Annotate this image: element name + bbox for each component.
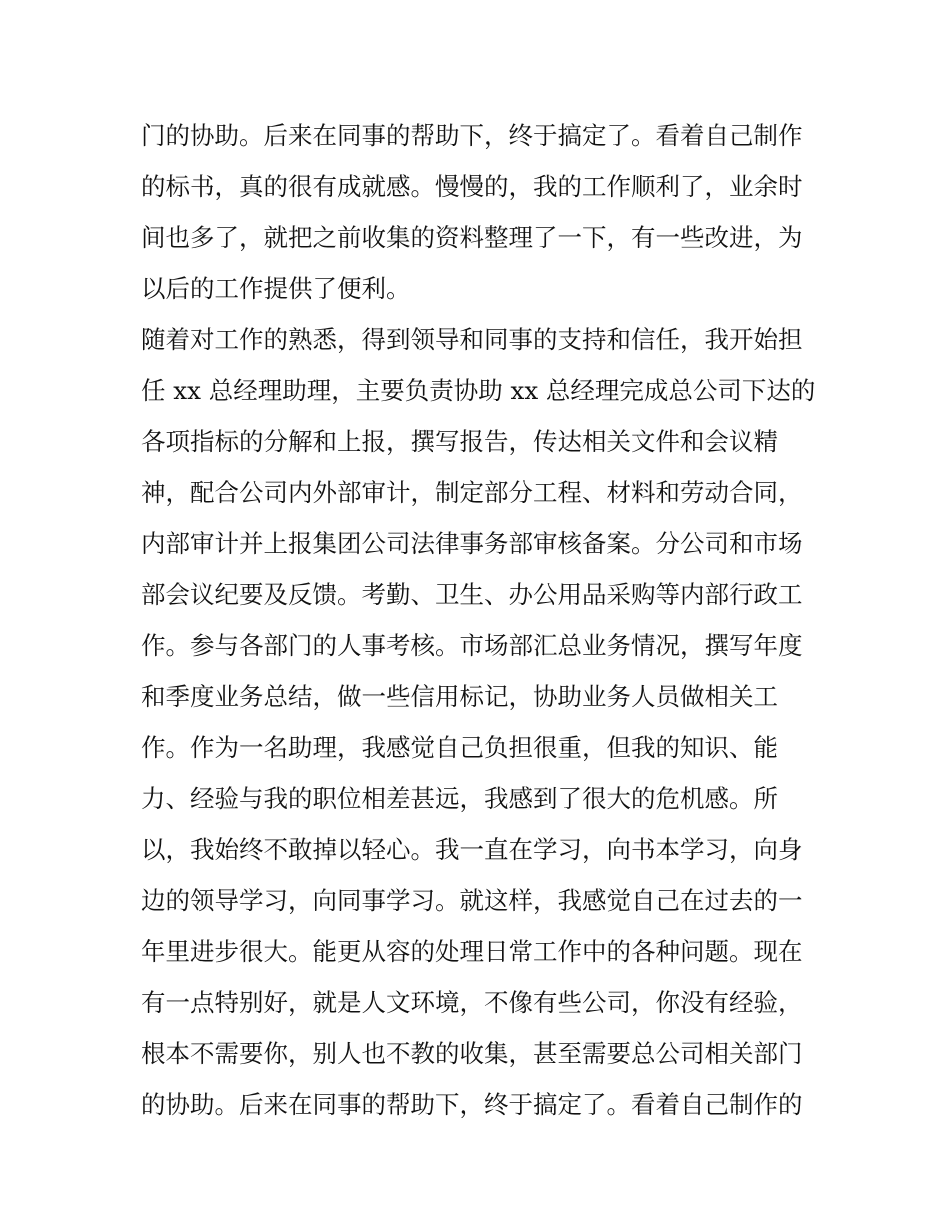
body-text — [141, 110, 821, 1130]
text-line: 的协助。后来在同事的帮助下，终于搞定了。看着自己制作的 — [141, 1090, 803, 1119]
text-line: 各项指标的分解和上报，撰写报告，传达相关文件和会议精 — [141, 427, 778, 456]
text-line: 门的协助。后来在同事的帮助下，终于搞定了。看着自己制作 — [141, 121, 803, 150]
text-line: 的标书，真的很有成就感。慢慢的，我的工作顺利了，业余时 — [141, 172, 803, 201]
text-line: 神，配合公司内外部审计，制定部分工程、材料和劳动合同， — [141, 478, 803, 507]
text-line: 力、经验与我的职位相差甚远，我感到了很大的危机感。所 — [141, 784, 778, 813]
text-line: 部会议纪要及反馈。考勤、卫生、办公用品采购等内部行政工 — [141, 580, 803, 609]
text-line: 随着对工作的熟悉，得到领导和同事的支持和信任，我开始担 — [141, 325, 803, 354]
text-line: 以后的工作提供了便利。 — [141, 274, 411, 303]
text-line: 作。作为一名助理，我感觉自己负担很重，但我的知识、能 — [141, 733, 778, 762]
text-line: 边的领导学习，向同事学习。就这样，我感觉自己在过去的一 — [141, 886, 803, 915]
text-line: 和季度业务总结，做一些信用标记，协助业务人员做相关工 — [141, 682, 778, 711]
text-line: 作。参与各部门的人事考核。市场部汇总业务情况，撰写年度 — [141, 631, 803, 660]
text-line: 以，我始终不敢掉以轻心。我一直在学习，向书本学习，向身 — [141, 835, 803, 864]
text-line: 任 xx 总经理助理，主要负责协助 xx 总经理完成总公司下达的 — [141, 376, 816, 405]
text-line: 根本不需要你，别人也不教的收集，甚至需要总公司相关部门 — [141, 1039, 803, 1068]
text-line: 有一点特别好，就是人文环境，不像有些公司，你没有经验， — [141, 988, 803, 1017]
text-line: 内部审计并上报集团公司法律事务部审核备案。分公司和市场 — [141, 529, 803, 558]
text-line: 间也多了，就把之前收集的资料整理了一下，有一些改进，为 — [141, 223, 803, 252]
text-line: 年里进步很大。能更从容的处理日常工作中的各种问题。现在 — [141, 937, 803, 966]
